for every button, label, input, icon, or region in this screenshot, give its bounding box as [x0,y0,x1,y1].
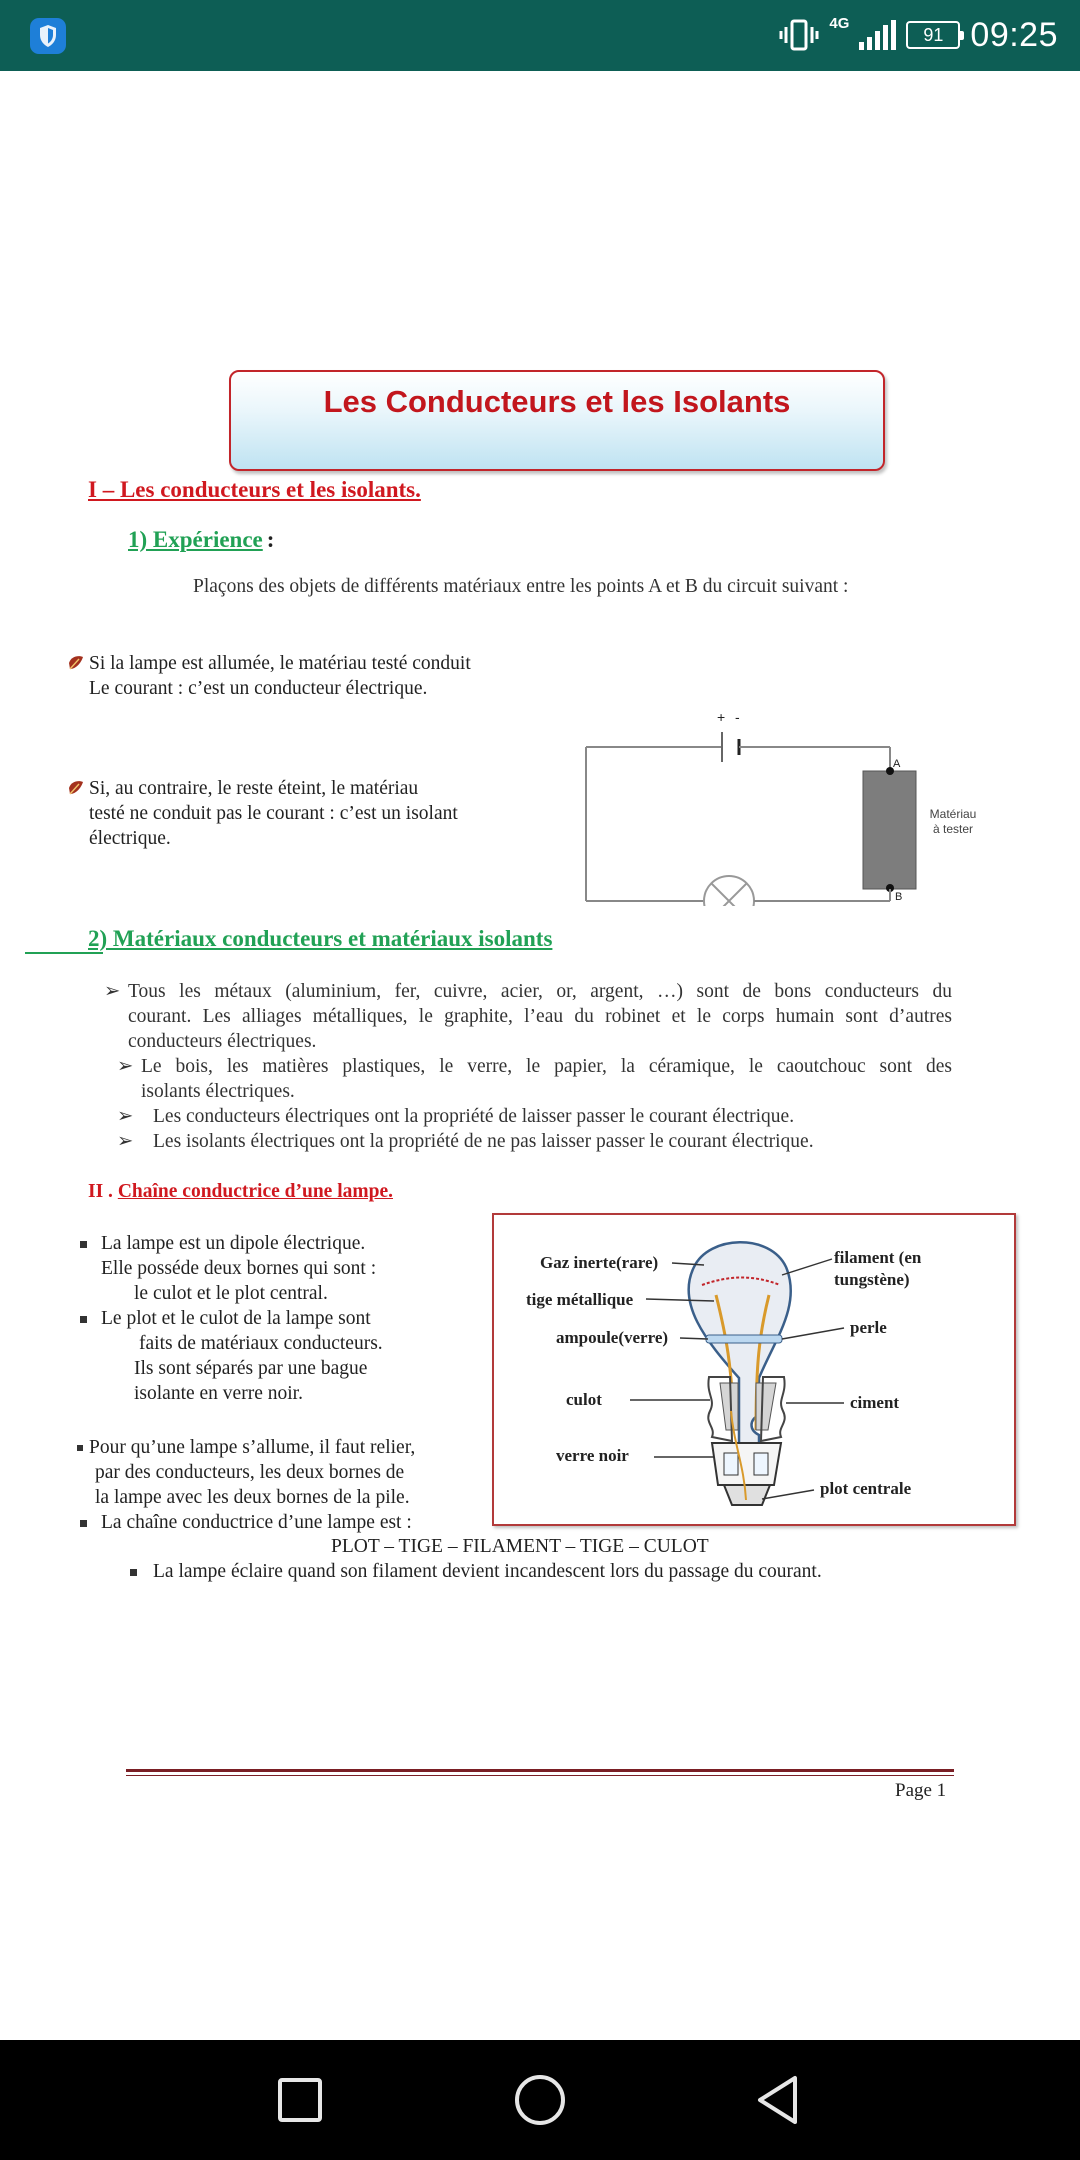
title-box [229,370,885,471]
point-b-label: B [895,891,903,903]
battery-minus-label: - [735,709,740,725]
pearl [706,1335,782,1343]
arrow-bullet-icon: ➢ [104,981,121,1002]
central-contact [724,1485,770,1505]
clock: 09:25 [970,15,1058,54]
bullet-lamp-off-line3: électrique. [89,828,171,849]
label-pearl: perle [850,1318,887,1337]
point-a-label: A [893,758,901,770]
bullet-conductors-line1: Le plot et le culot de la lampe sont [101,1308,371,1329]
section2-heading [88,1181,393,1203]
bullet-lamp-off-line2: testé ne conduit pas le courant : c’est un isolant [89,803,458,824]
bullet-dipole [101,1231,376,1306]
experience-heading [128,527,274,553]
signal-icon [859,20,896,50]
experience-heading-text: 1) Expérience [128,527,263,552]
bullet-dipole-line1: La lampe est un dipole électrique. [101,1233,366,1254]
page-number: Page 1 [895,1780,947,1801]
bullet-dipole-line3: le culot et le plot central. [134,1283,328,1304]
conduction-chain: PLOT – TIGE – FILAMENT – TIGE – CULOT [331,1536,709,1557]
navigation-bar [0,2040,1080,2160]
label-black-glass: verre noir [556,1446,629,1465]
bullet-lamp-off-line1: Si, au contraire, le reste éteint, le matériau [89,778,419,799]
arrow-bullet-icon: ➢ [117,1106,134,1127]
bullet-conductors-line3: Ils sont séparés par une bague [134,1358,368,1379]
label-filament-1: filament (en [834,1248,922,1267]
heading-underline [25,952,103,954]
label-filament-2: tungstène) [834,1270,910,1289]
shield-icon[interactable] [30,18,66,54]
arrow-item-metals [104,979,952,1054]
square-bullet-icon [80,1520,87,1527]
experience-colon: : [266,527,275,552]
material-label-2: à tester [932,822,974,836]
materials-heading: 2) Matériaux conducteurs et matériaux isolants [88,926,553,951]
bullet-conductors-line2: faits de matériaux conducteurs. [139,1333,383,1354]
label-gas: Gaz inerte(rare) [540,1253,659,1272]
bullet-connect-line1: Pour qu’une lampe s’allume, il faut relier, [89,1437,416,1458]
section2-heading-text: Chaîne conductrice d’une lampe. [117,1181,393,1202]
arrow-item-metals-line3: conducteurs électriques. [128,1031,317,1052]
label-contact: plot centrale [820,1479,912,1498]
lamp-diagram [492,1213,1016,1526]
bullet-connect-line2: par des conducteurs, les deux bornes de [95,1462,405,1483]
bullet-conductors-line4: isolante en verre noir. [134,1383,303,1404]
bullet-chain-intro: La chaîne conductrice d’une lampe est : [101,1512,412,1533]
home-icon[interactable] [510,2070,570,2130]
battery-plus-label: + [717,709,726,725]
section2-heading-num: II . [88,1181,113,1202]
arrow-bullet-icon: ➢ [117,1056,134,1077]
bullet-dipole-line2: Elle posséde deux bornes qui sont : [101,1258,377,1279]
document-page[interactable] [0,71,1080,2040]
back-icon[interactable] [750,2070,810,2130]
label-bulb: ampoule(verre) [556,1328,669,1347]
battery-icon [906,21,960,49]
bulb-glass [689,1242,791,1460]
vibrate-icon [779,15,819,55]
bullet-lamp-off [89,776,458,851]
bullet-lamp-on-line2: Le courant : c’est un conducteur électrique. [89,678,428,699]
section1-heading: I – Les conducteurs et les isolants. [88,477,421,502]
leaf-bullet-icon [67,654,85,672]
experience-intro: Plaçons des objets de différents matériaux entre les points A et B du circuit suivant : [193,576,849,597]
black-glass [712,1443,781,1485]
square-bullet-icon [77,1445,83,1451]
bullet-lamp-on-line1: Si la lampe est allumée, le matériau testé conduit [89,653,471,674]
bullet-conductors [101,1306,383,1406]
square-bullet-icon [130,1569,137,1576]
footer-rule [126,1769,954,1772]
page-title: Les Conducteurs et les Isolants [323,384,791,419]
arrow-bullet-icon: ➢ [117,1131,134,1152]
battery-level: 91 [923,25,944,45]
arrow-item-insulators-line2: isolants électriques. [141,1081,295,1102]
recent-apps-icon[interactable] [270,2070,330,2130]
label-cap: culot [566,1390,602,1409]
network-type: 4G [829,14,850,32]
arrow-item-conductor-property-text: Les conducteurs électriques ont la propriété de laisser passer le courant électrique. [153,1106,795,1127]
arrow-item-metals-line2: courant. Les alliages métalliques, le graphite, l’eau du robinet et le corps humain sont d’autres [128,1006,952,1027]
square-bullet-icon [80,1241,87,1248]
material-label-1: Matériau [929,807,977,821]
material-under-test [863,771,916,889]
arrow-item-insulator-property-text: Les isolants électriques ont la propriété de ne pas laisser passer le courant électrique. [153,1131,814,1152]
arrow-item-insulators [117,1054,952,1104]
arrow-item-metals-line1: Tous les métaux (aluminium, fer, cuivre, acier, or, argent, …) sont de bons conducteurs du [128,981,952,1002]
bullet-connect-line3: la lampe avec les deux bornes de la pile. [95,1487,410,1508]
label-cement: ciment [850,1393,900,1412]
arrow-item-conductor-property [117,1104,952,1129]
bullet-incandescent: La lampe éclaire quand son filament devient incandescent lors du passage du courant. [153,1561,822,1582]
label-rod: tige métallique [526,1290,634,1309]
arrow-item-insulator-property [117,1129,952,1154]
circuit-diagram [580,636,1020,906]
leaf-bullet-icon [67,779,85,797]
bullet-connect [89,1435,415,1510]
lamp-illustration [494,1215,1014,1524]
square-bullet-icon [80,1316,87,1323]
status-bar [0,0,1080,71]
bullet-lamp-on [89,651,471,701]
arrow-item-insulators-line1: Le bois, les matières plastiques, le verre, le papier, la céramique, le caoutchouc sont des [141,1056,952,1077]
